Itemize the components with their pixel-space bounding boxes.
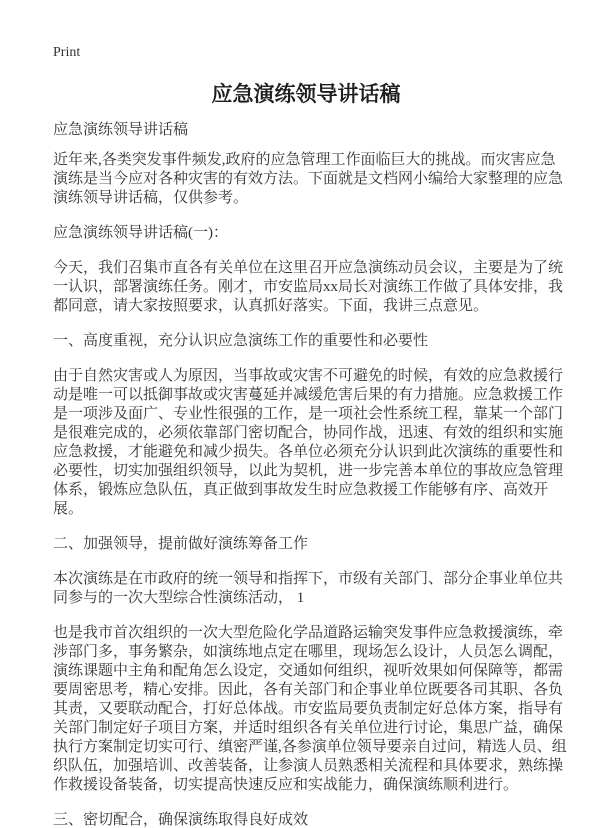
print-link[interactable]: Print [53,45,81,60]
document-subtitle: 应急演练领导讲话稿 [53,122,189,138]
section-1-paragraph: 由于自然灾害或人为原因，当事故或灾害不可避免的时候，有效的应急救援行动是唯一可以抵御事故或灾害蔓延并减缓危害后果的有力措施。应急救援工作是一项涉及面广、专业性很强的工作，是一项社会性系统工程，靠某一个部门是很难完成的，必须依靠部门密切配合，协同作战，迅速、有效的组织和实施应急救援，才能避免和减少损失。各单位必须充分认识到此次演练的重要性和必要性，切实加强组织领导，以此为契机，进一步完善本单位的事故应急管理体系，锻炼应急队伍，真正做到事故发生时应急救援工作能够有序、高效开展。 [53,368,564,517]
opening-paragraph: 今天，我们召集市直各有关单位在这里召开应急演练动员会议，主要是为了统一认识，部署演练任务。刚才，市安监局xx局长对演练工作做了具体安排，我都同意，请大家按照要求，认真抓好落实。下面，我讲三点意见。 [53,260,564,314]
section-2-heading: 二、加强领导，提前做好演练筹备工作 [53,536,309,552]
intro-paragraph: 近年来,各类突发事件频发,政府的应急管理工作面临巨大的挑战。而灾害应急演练是当今应对各种灾害的有效方法。下面就是文档网小编给大家整理的应急演练领导讲话稿，仅供参考。 [53,152,564,206]
speech-part-label: 应急演练领导讲话稿(一)： [53,225,228,241]
section-3-heading: 三、密切配合，确保演练取得良好成效 [53,812,309,828]
section-2-paragraph-2: 也是我市首次组织的一次大型危险化学品道路运输突发事件应急救援演练，牵涉部门多，事务繁杂，如演练地点定在哪里，现场怎么设计，人员怎么调配，演练课题中主角和配角怎么设定，交通如何组织，视听效果如何保障等，都需要周密思考，精心安排。因此，各有关部门和企事业单位既要各司其职、各负其责，又要联动配合，打好总体战。市安监局要负责制定好总体方案，指导有关部门制定好子项目方案，并适时组织各有关单位进行讨论，集思广益，确保执行方案制定切实可行、缜密严谨,各参演单位领导要亲自过问，精选人员、组织队伍，加强培训、改善装备，让参演人员熟悉相关流程和具体要求，熟练操作救援设备装备，切实提高快速反应和实战能力，确保演练顺利进行。 [53,625,567,793]
section-2-paragraph-1: 本次演练是在市政府的统一领导和指挥下，市级有关部门、部分企事业单位共同参与的一次大型综合性演练活动， 1 [53,571,564,606]
section-1-heading: 一、高度重视，充分认识应急演练工作的重要性和必要性 [53,333,429,349]
document-title: 应急演练领导讲话稿 [211,82,401,106]
